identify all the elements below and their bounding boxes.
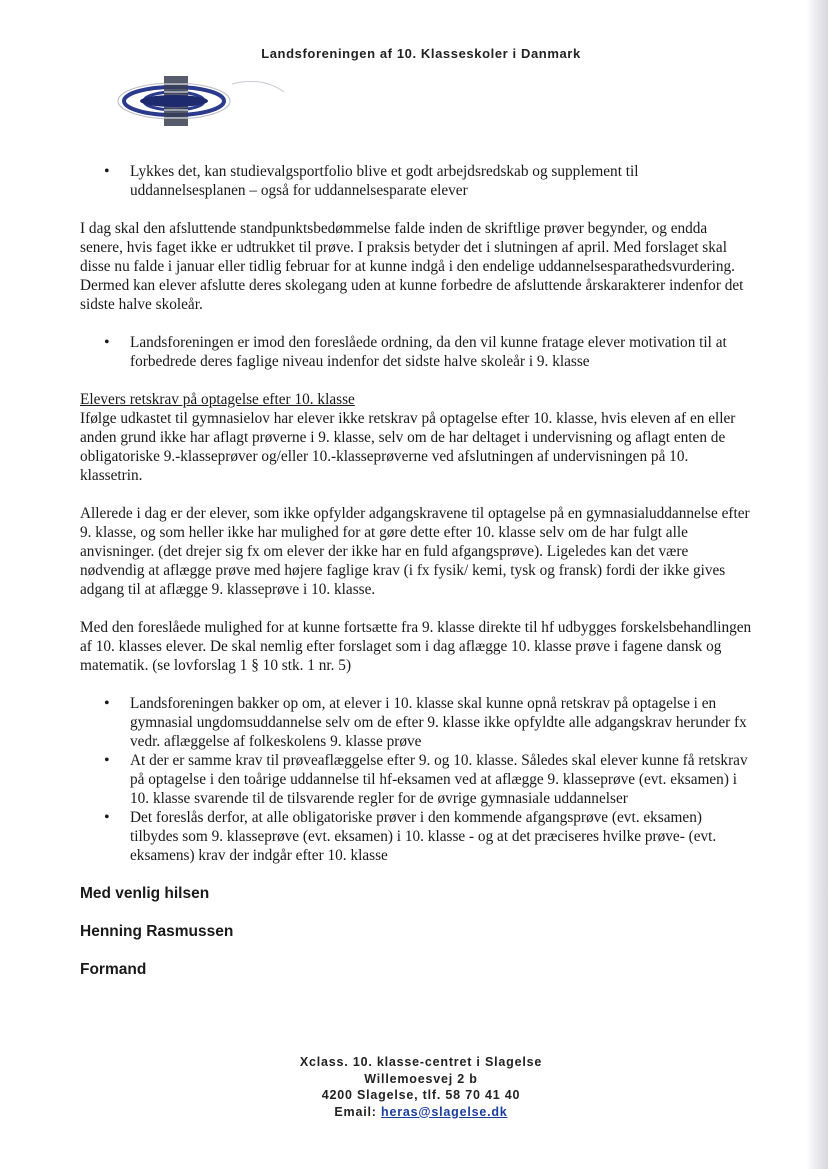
signer-name: Henning Rasmussen: [80, 923, 234, 940]
bullet-list-portfolio: [80, 162, 752, 200]
bullet-item: • Lykkes det, kan studievalgsportfolio blive et godt arbejdsredskab og supplement til uddannelsesplanen – også for uddannelsesparate elever: [130, 162, 752, 200]
footer-line-2: Willemoesvej 2 b: [364, 1071, 478, 1086]
email-link[interactable]: heras@slagelse.dk: [381, 1104, 508, 1119]
bullet-item: • Det foreslås derfor, at alle obligatoriske prøver i den kommende afgangsprøve (evt. eksamen) tilbydes som 9. klasseprøve (evt. eksamen) i 10. klasse - og at det præciseres hvilke prøve- (evt. eksamens) krav der indgår efter 10. klasse: [130, 808, 752, 865]
paragraph-gymnasielov: Ifølge udkastet til gymnasielov har elever ikke retskrav på optagelse efter 10. klasse, hvis eleven af en eller anden grund ikke har aflagt prøverne i 9. klasse, selv om de har deltaget i undervisning og aflagt enten de obligatoriske 9.-klasseprøver og/eller 10.-klasseprøverne ved afslutningen af undervisningen på 10. klassetrin.: [80, 410, 736, 484]
footer-line-3: 4200 Slagelse, tlf. 58 70 41 40: [321, 1088, 521, 1102]
logo-graphic: [112, 70, 292, 132]
paragraph-adgangskrav: Allerede i dag er der elever, som ikke opfylder adgangskravene til optagelse på en gymnasialuddannelse efter 9. klasse, og som heller ikke har mulighed for at gøre dette efter 10. klasse selv om de har fulgt alle anvisninger. (det drejer sig fx om elever der ikke har en fuld afgangsprøve). Ligeledes kan det være nødvendig at aflægge prøve med højere faglige krav (i fx fysik/ kemi, tysk og fransk) fordi der ikke gives adgang til at aflægge 9. klasseprøve i 10. klasse.: [80, 505, 750, 598]
paragraph-hf: Med den foreslåede mulighed for at kunne fortsætte fra 9. klasse direkte til hf udbygges forskelsbehandlingen af 10. klasses elever. De skal nemlig efter forslaget som i dag aflægge 10. klasse prøve i fagene dansk og matematik. (se lovforslag 1 § 10 stk. 1 nr. 5): [80, 619, 752, 674]
organization-logo: [112, 70, 292, 137]
signer-title: Formand: [80, 961, 147, 978]
page-edge-shadow: [806, 0, 828, 1169]
bullet-item: • Landsforeningen bakker op om, at elever i 10. klasse skal kunne opnå retskrav på optagelse i en gymnasial ungdomsuddannelse selv om de efter 9. klasse ikke opfyldte alle adgangskrav herunder fx vedr. aflæggelse af folkeskolens 9. klasse prøve: [130, 694, 752, 751]
paragraph-standpunkt: I dag skal den afsluttende standpunktsbedømmelse falde inden de skriftlige prøver begynder, og endda senere, hvis faget ikke er udtrukket til prøve. I praksis betyder det i slutningen af april. Med forslaget skal disse nu falde i januar eller tidlig februar for at kunne indgå i den endelige uddannelsesparathedsvurdering. Dermed kan elever afslutte deres skolegang uden at kunne forbedre de afsluttende årskarakterer indenfor det sidste halve skoleår.: [80, 220, 744, 313]
footer-line-1: Xclass. 10. klasse-centret i Slagelse: [299, 1055, 543, 1069]
bullet-list-position: [80, 333, 752, 371]
bullet-item: • Landsforeningen er imod den foreslåede ordning, da den vil kunne fratage elever motivation til at forbedrede deres faglige niveau indenfor det sidste halve skoleår i 9. klasse: [130, 333, 752, 371]
bullet-list-recommendations: [80, 694, 752, 865]
organization-header: Landsforeningen af 10. Klasseskoler i Danmark: [261, 46, 581, 61]
closing-greeting: Med venlig hilsen: [80, 885, 210, 902]
section-heading: Elevers retskrav på optagelse efter 10. klasse: [80, 391, 355, 408]
footer-address: [0, 1054, 828, 1120]
footer-email-line: [0, 1104, 828, 1121]
bullet-item: • At der er samme krav til prøveaflæggelse efter 9. og 10. klasse. Således skal elever kunne få retskrav på optagelse i den toårige uddannelse til hf-eksamen ved at aflægge 9. klasseprøve (evt. eksamen) i 10. klasse svarende til de tilsvarende regler for de øvrige gymnasiale uddannelser: [130, 751, 752, 808]
letter-body: [80, 162, 752, 998]
email-label: Email:: [334, 1104, 377, 1119]
